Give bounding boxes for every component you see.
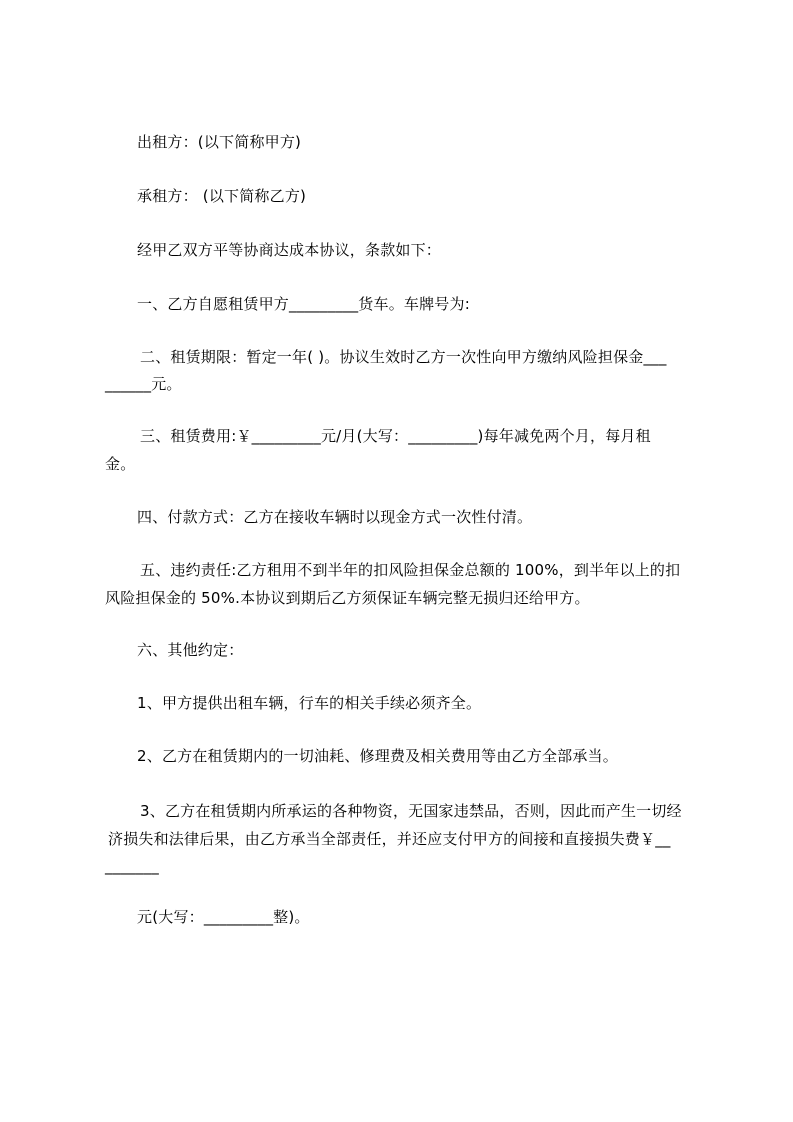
item-1: 1、甲方提供出租车辆，行车的相关手续必须齐全。 xyxy=(137,694,482,712)
clause-3-line-2: 金。 xyxy=(105,455,136,473)
lessee-line: 承租方： (以下简称乙方) xyxy=(137,187,307,205)
clause-5-line-1: 五、违约责任:乙方租用不到半年的扣风险担保金总额的 100%，到半年以上的扣 xyxy=(140,561,681,579)
item-3-line-3: _______ xyxy=(105,857,159,875)
lessor-line: 出租方：(以下简称甲方) xyxy=(137,133,302,151)
clause-2-line-1: 二、租赁期限：暂定一年( )。协议生效时乙方一次性向甲方缴纳风险担保金___ xyxy=(140,348,667,366)
clause-2-line-2: ______元。 xyxy=(105,375,182,393)
item-3-line-2: 济损失和法律后果，由乙方承当全部责任，并还应支付甲方的间接和直接损失费￥__ xyxy=(108,830,671,848)
clause-6-title: 六、其他约定： xyxy=(137,641,244,659)
item-3-line-4: 元(大写：_________整)。 xyxy=(137,908,310,926)
clause-5-line-2: 风险担保金的 50%.本协议到期后乙方须保证车辆完整无损归还给甲方。 xyxy=(105,589,590,607)
item-3-line-1: 3、乙方在租赁期内所承运的各种物资，无国家违禁品，否则，因此而产生一切经 xyxy=(140,802,682,820)
item-2: 2、乙方在租赁期内的一切油耗、修理费及相关费用等由乙方全部承当。 xyxy=(137,747,618,765)
clause-4: 四、付款方式：乙方在接收车辆时以现金方式一次性付清。 xyxy=(137,508,533,526)
preamble-line: 经甲乙双方平等协商达成本协议，条款如下： xyxy=(137,241,442,259)
clause-3-line-1: 三、租赁费用:￥_________元/月(大写：_________)每年减免两个月，每月租 xyxy=(140,427,651,445)
clause-1: 一、乙方自愿租赁甲方_________货车。车牌号为: xyxy=(137,295,470,313)
